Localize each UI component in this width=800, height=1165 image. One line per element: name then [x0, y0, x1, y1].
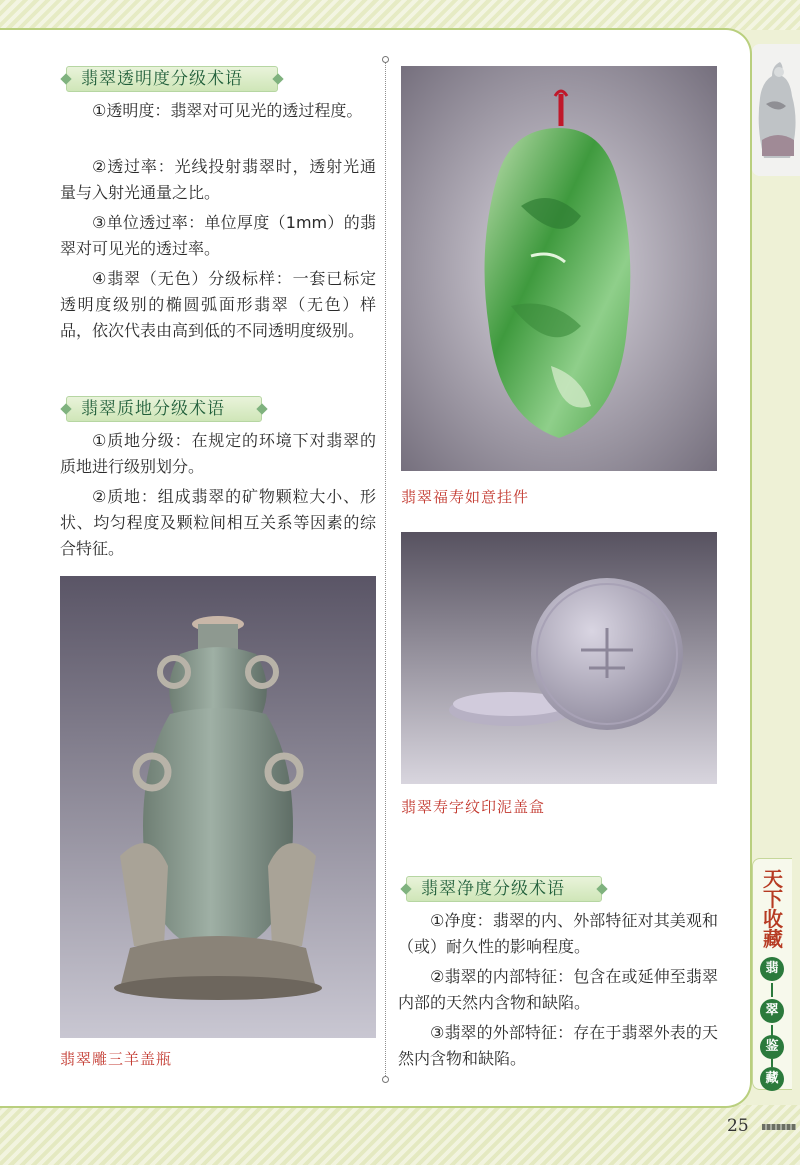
side-tab-connector	[771, 983, 773, 997]
paragraph-texture-2: ②质地：组成翡翠的矿物颗粒大小、形状、均匀程度及颗粒间相互关系等因素的综合特征。	[60, 487, 376, 558]
section-title-transparency: 翡翠透明度分级术语	[66, 66, 278, 92]
side-tab-char-3: 鉴	[760, 1035, 784, 1059]
page-number-bar	[762, 1124, 796, 1130]
side-tab-char-1: 翡	[760, 957, 784, 981]
caption-pendant: 翡翠福寿如意挂件	[401, 488, 530, 506]
section-title-texture: 翡翠质地分级术语	[66, 396, 262, 422]
top-border-pattern	[0, 0, 800, 30]
paragraph-transparency-1: ①透明度：翡翠对可见光的透过程度。	[92, 101, 363, 120]
side-tab-char-2: 翠	[760, 999, 784, 1023]
vase-photo	[60, 576, 376, 1038]
side-tab-connector	[771, 1059, 773, 1067]
caption-vase: 翡翠雕三羊盖瓶	[60, 1050, 173, 1068]
paragraph-transparency-4: ④翡翠（无色）分级标样：一套已标定透明度级别的椭圆弧面形翡翠（无色）样品，依次代表由高到低的不同透明度级别。	[60, 269, 376, 340]
caption-box: 翡翠寿字纹印泥盖盒	[401, 798, 546, 816]
side-tab-char-4: 藏	[760, 1067, 784, 1091]
column-divider	[385, 60, 386, 1080]
divider-top-dot	[382, 56, 389, 63]
page-number: 25	[727, 1116, 749, 1136]
divider-bottom-dot	[382, 1076, 389, 1083]
side-tab-title: 天下收藏	[763, 867, 783, 951]
corner-thumbnail-image	[752, 44, 800, 176]
paragraph-clarity-2: ②翡翠的内部特征：包含在或延伸至翡翠内部的天然内含物和缺陷。	[398, 967, 718, 1012]
paragraph-transparency-3: ③单位透过率：单位厚度（1mm）的翡翠对可见光的透过率。	[60, 213, 376, 258]
side-chapter-tab	[752, 858, 792, 1090]
box-photo	[401, 532, 717, 784]
paragraph-clarity-1: ①净度：翡翠的内、外部特征对其美观和（或）耐久性的影响程度。	[398, 911, 718, 956]
paragraph-texture-1: ①质地分级：在规定的环境下对翡翠的质地进行级别划分。	[60, 431, 376, 476]
paragraph-clarity-3: ③翡翠的外部特征：存在于翡翠外表的天然内含物和缺陷。	[398, 1023, 718, 1068]
section-title-clarity: 翡翠净度分级术语	[406, 876, 602, 902]
pendant-photo	[401, 66, 717, 471]
paragraph-transparency-2: ②透过率：光线投射翡翠时，透射光通量与入射光通量之比。	[60, 157, 376, 202]
bottom-border-pattern	[0, 1105, 800, 1165]
